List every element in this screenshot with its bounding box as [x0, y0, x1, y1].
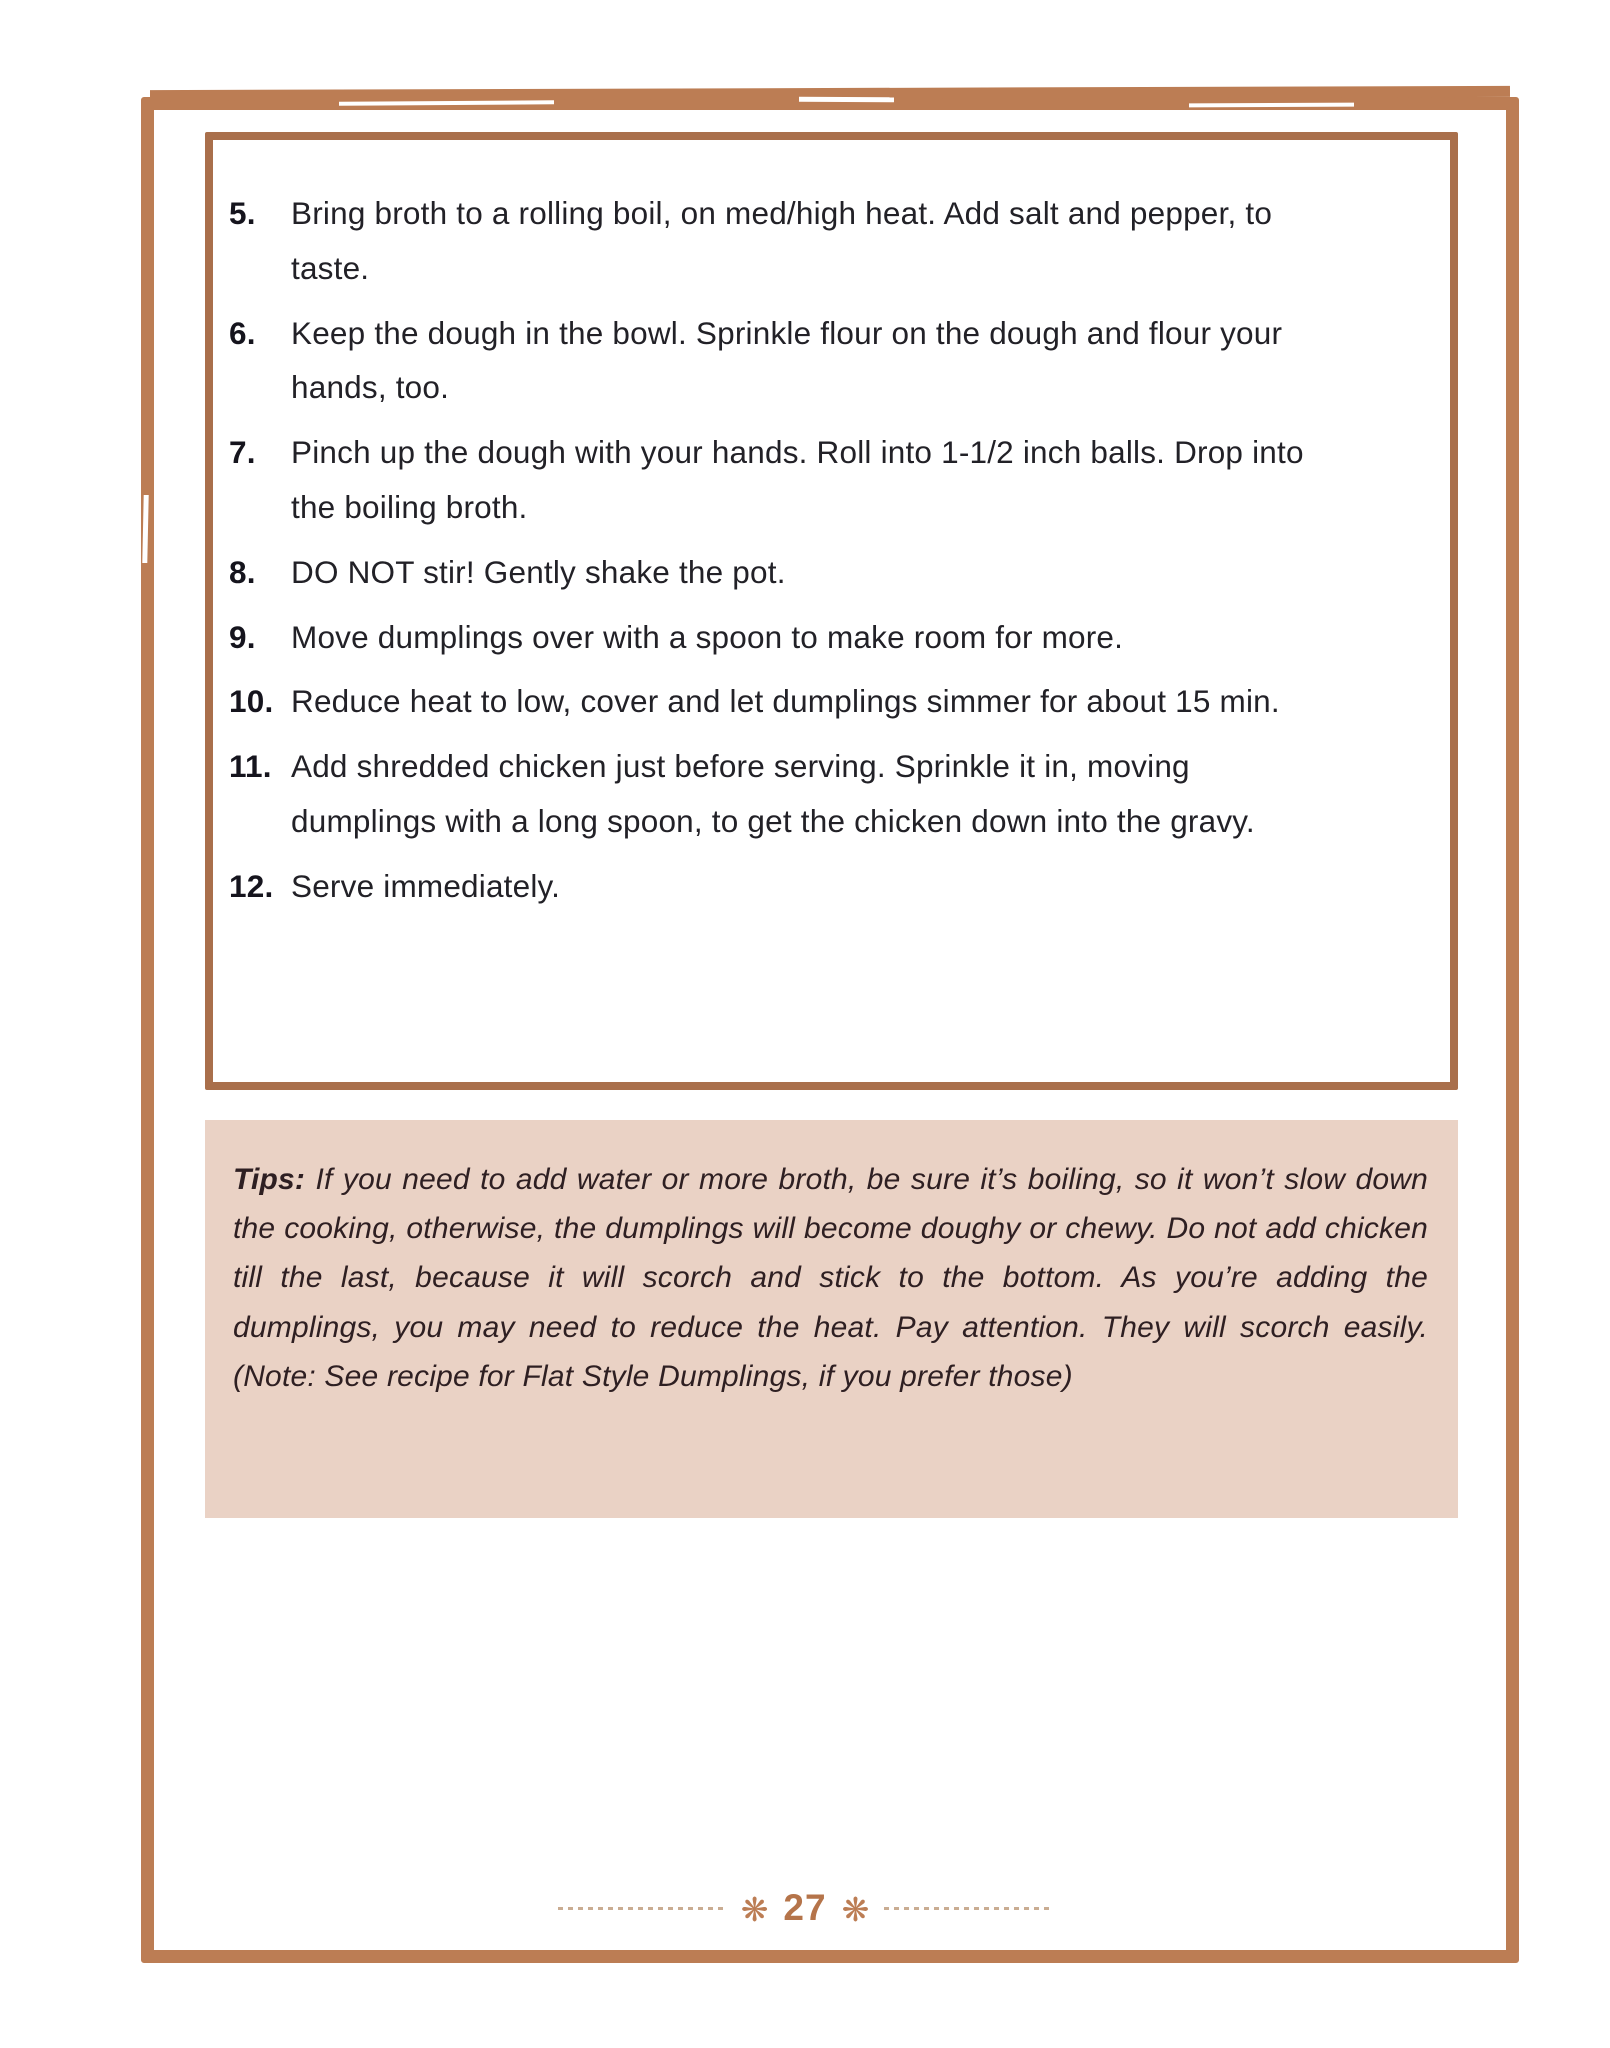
step-number: 9.	[229, 618, 256, 655]
dotted-rule-right-icon	[884, 1907, 1052, 1910]
instructions-box	[205, 132, 1458, 1090]
frame-sketch-notch	[142, 495, 148, 563]
step-item	[229, 859, 1410, 914]
step-number: 12.	[229, 867, 274, 904]
step-text: Serve immediately.	[291, 867, 561, 904]
frame-sketch-notch	[1189, 103, 1354, 108]
step-number: 7.	[229, 434, 256, 471]
frame-sketch-notch	[339, 100, 554, 106]
step-text: Move dumplings over with a spoon to make room for more.	[291, 618, 1124, 655]
step-text: DO NOT stir! Gently shake the pot.	[291, 553, 786, 590]
page-footer	[0, 1882, 1610, 1934]
frame-sketch-notch	[799, 97, 894, 102]
step-text: Pinch up the dough with your hands. Roll into 1-1/2 inch balls. Drop into the boiling broth.	[291, 434, 1304, 525]
step-text: Keep the dough in the bowl. Sprinkle flour on the dough and flour your hands, too.	[291, 314, 1283, 406]
tips-box	[205, 1120, 1458, 1518]
step-number: 10.	[229, 683, 274, 720]
step-item	[229, 186, 1410, 296]
step-text: Bring broth to a rolling boil, on med/high heat. Add salt and pepper, to taste.	[291, 195, 1273, 286]
page-number: 27	[783, 1887, 827, 1928]
step-item	[229, 739, 1410, 849]
step-number: 6.	[229, 314, 256, 351]
dotted-rule-left-icon	[558, 1907, 726, 1910]
step-text: Add shredded chicken just before serving. Sprinkle it in, moving dumplings with a long spoon, to get the chicken down into the gravy.	[291, 748, 1255, 839]
sparkle-icon: ❋	[841, 1890, 870, 1928]
tips-paragraph	[233, 1155, 1428, 1401]
tips-label: Tips:	[233, 1163, 306, 1196]
step-item	[229, 674, 1410, 729]
step-number: 8.	[229, 553, 256, 590]
sparkle-icon: ❋	[740, 1890, 769, 1928]
instruction-steps-list	[229, 186, 1410, 914]
tips-body: If you need to add water or more broth, be sure it’s boiling, so it won’t slow down the cooking, otherwise, the dumplings will become doughy or chewy. Do not add chicken till the last, because it will scorch and stick to the bottom. As you’re adding the dumplings, you may need to reduce the heat. Pay attention. They will scorch easily. (Note: See recipe for Flat Style Dumplings, if you prefer those)	[233, 1163, 1428, 1393]
step-number: 5.	[229, 195, 256, 231]
step-text: Reduce heat to low, cover and let dumplings simmer for about 15 min.	[291, 683, 1280, 720]
step-item	[229, 545, 1410, 600]
step-item	[229, 610, 1410, 665]
step-item	[229, 425, 1410, 535]
step-number: 11.	[229, 748, 272, 785]
step-item	[229, 306, 1410, 416]
